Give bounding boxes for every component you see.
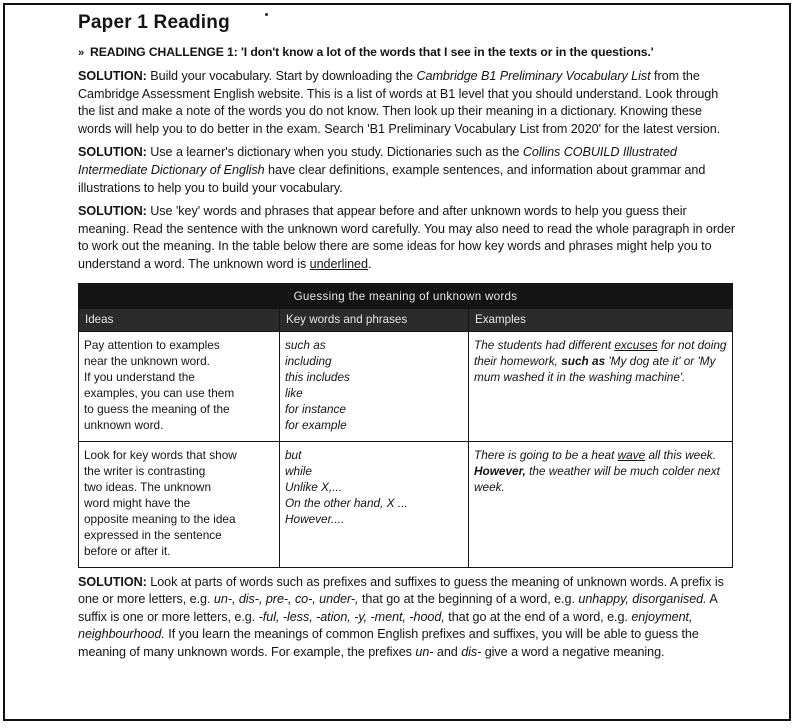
example-text: all this week.: [645, 447, 716, 462]
example-cell: [469, 331, 733, 441]
solution-italic: Collins COBUILD Illustrated Intermediate Dictionary of English: [78, 145, 677, 177]
cell-line: On the other hand, X ...: [285, 495, 408, 510]
cell-line: Pay attention to examples: [84, 337, 220, 352]
cell-line: including: [285, 353, 332, 368]
underlined-word: underlined: [309, 256, 368, 271]
cell-line: before or after it.: [84, 543, 171, 558]
underlined-word: excuses: [614, 337, 658, 352]
cell-line: to guess the meaning of the: [84, 401, 230, 416]
cell-line: expressed in the sentence: [84, 527, 222, 542]
ideas-cell: [79, 331, 280, 441]
cell-line: such as: [285, 337, 326, 352]
cell-line: two ideas. The unknown: [84, 479, 212, 494]
solution-text: A suffix is one or more letters, e.g.: [78, 592, 717, 624]
solution-prefixes-suffixes: [78, 574, 738, 662]
solution-italic: un-, dis-, pre-, co-, under-,: [213, 592, 359, 607]
cell-line: Look for key words that show: [84, 447, 237, 462]
cell-line: like: [285, 385, 303, 400]
solution-label: SOLUTION:: [78, 204, 147, 219]
solution-vocabulary: [78, 68, 738, 138]
solution-label: SOLUTION:: [78, 69, 147, 83]
solution-text: Build your vocabulary. Start by downloading the: [146, 69, 417, 83]
example-text: 'My dog ate it' or 'My mum washed it in the washing machine'.: [474, 353, 716, 384]
solution-text: from the Cambridge Assessment English website. This is a list of words at B1 level that you should understand. Look through the list and make a note of the words you do not know. Then look up their meaning in a dictionary. Knowing these words will help you to do better in the exam. Search 'B1 Preliminary Vocabulary List from 2020' for the latest version.: [78, 69, 721, 136]
header-ideas: Ideas: [79, 308, 280, 331]
cell-line: unknown word.: [84, 417, 164, 432]
example-text: for not doing their homework,: [474, 337, 727, 368]
solution-italic: -ful, -less, -ation, -y, -ment, -hood,: [258, 609, 445, 624]
cell-line: Unlike X,...: [285, 479, 343, 494]
solution-key-words: [78, 203, 738, 273]
solution-text: that go at the end of a word, e.g.: [444, 609, 632, 624]
document-page: [78, 10, 738, 662]
example-text: There is going to be a heat: [474, 447, 618, 462]
example-text: The students had different: [474, 337, 615, 352]
solution-text: that go at the beginning of a word, e.g.: [358, 592, 579, 607]
solution-italic: unhappy, disorganised.: [578, 592, 707, 607]
cell-line: opposite meaning to the idea: [84, 511, 236, 526]
cell-line: the writer is contrasting: [84, 463, 206, 478]
key-words-cell: [280, 441, 469, 567]
solution-italic: enjoyment, neighbourhood.: [78, 609, 693, 642]
solution-italic: un-: [415, 644, 434, 659]
table-row: [79, 441, 733, 567]
cell-line: examples, you can use them: [84, 385, 235, 400]
solution-label: SOLUTION:: [78, 574, 147, 589]
solution-text: If you learn the meanings of common English prefixes and suffixes, you will be able to guess the meaning of many unknown words. For example, the prefixes: [78, 627, 699, 659]
page-title: Paper 1 Reading: [78, 12, 230, 33]
solution-text: Use a learner's dictionary when you study. Dictionaries such as the: [146, 145, 523, 160]
header-examples: Examples: [469, 308, 733, 331]
solution-dictionary: [78, 144, 738, 197]
reading-challenge: [78, 43, 738, 62]
solution-text: have clear definitions, example sentences, and information about grammar and illustrations to help you to build your vocabulary.: [78, 162, 706, 195]
key-words-cell: [280, 331, 469, 441]
solution-text: Look at parts of words such as prefixes and suffixes to guess the meaning of unknown words. A prefix is one or more letters, e.g.: [78, 574, 724, 607]
cell-line: However....: [285, 511, 345, 526]
cell-line: If you understand the: [84, 369, 195, 384]
cell-line: but: [285, 447, 302, 462]
table-row: [79, 331, 733, 441]
cell-line: near the unknown word.: [84, 353, 210, 368]
key-phrase: such as: [561, 353, 606, 368]
ideas-cell: [79, 441, 280, 567]
cell-line: this includes: [285, 369, 350, 384]
cell-line: while: [285, 463, 312, 478]
underlined-word: wave: [617, 447, 646, 462]
chevron-right-icon: »: [78, 47, 85, 59]
cell-line: for example: [285, 417, 347, 432]
guessing-table: [78, 283, 733, 568]
solution-italic: dis-: [461, 644, 482, 659]
solution-label: SOLUTION:: [78, 145, 147, 160]
challenge-text: READING CHALLENGE 1: 'I don't know a lot of the words that I see in the texts or in the questions.': [90, 45, 654, 59]
example-cell: [469, 441, 733, 567]
solution-text: Use 'key' words and phrases that appear before and after unknown words to help you guess their meaning. Read the sentence with the unknown word carefully. You may also need to read the whole paragraph in order to work out the meaning. In the table below there are some ideas for how key words and phrases might help you to understand a word. The unknown word is: [78, 204, 736, 271]
cell-line: word might have the: [84, 495, 191, 510]
solution-text: .: [367, 256, 372, 271]
header-key-words: Key words and phrases: [280, 308, 469, 331]
solution-text: give a word a negative meaning.: [481, 644, 665, 659]
solution-text: and: [433, 644, 462, 659]
key-phrase: However,: [474, 463, 526, 478]
example-text: the weather will be much colder next week.: [474, 463, 720, 494]
cell-line: for instance: [285, 401, 346, 416]
table-title: Guessing the meaning of unknown words: [79, 283, 733, 308]
solution-italic: Cambridge B1 Preliminary Vocabulary List: [416, 69, 651, 83]
